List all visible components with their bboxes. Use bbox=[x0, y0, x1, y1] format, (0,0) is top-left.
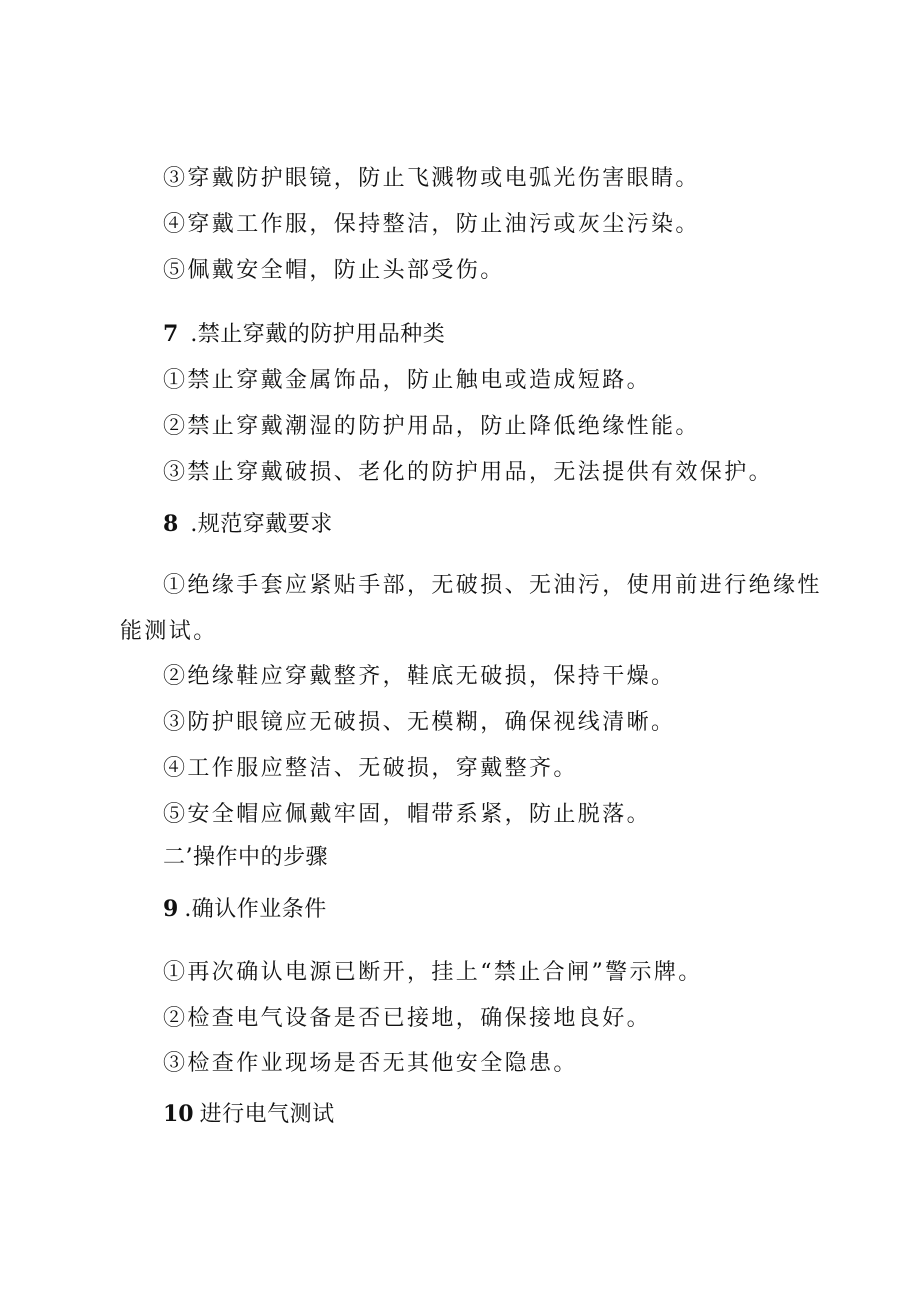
list-item: ②绝缘鞋应穿戴整齐，鞋底无破损，保持干燥。 bbox=[163, 664, 676, 689]
section-heading-10 bbox=[163, 1099, 335, 1130]
list-item: ①再次确认电源已断开，挂上“禁止合闸”警示牌。 bbox=[163, 960, 703, 985]
list-item: ④工作服应整洁、无破损，穿戴整齐。 bbox=[163, 756, 578, 781]
section-number: 8 bbox=[163, 511, 179, 537]
section-title: .规范穿戴要求 bbox=[190, 512, 333, 537]
section-title: .禁止穿戴的防护用品种类 bbox=[190, 322, 446, 347]
list-item: ⑤佩戴安全帽，防止头部受伤。 bbox=[163, 258, 505, 283]
part-heading: 二’操作中的步骤 bbox=[163, 845, 328, 870]
list-item: ③防护眼镜应无破损、无模糊，确保视线清晰。 bbox=[163, 710, 676, 735]
section-heading-9 bbox=[163, 894, 327, 925]
section-heading-7 bbox=[163, 319, 445, 350]
section-number: 9 bbox=[163, 896, 179, 922]
section-heading-8 bbox=[163, 509, 333, 540]
list-item: ②禁止穿戴潮湿的防护用品，防止降低绝缘性能。 bbox=[163, 414, 700, 439]
list-item: ①绝缘手套应紧贴手部，无破损、无油污，使用前进行绝缘性 bbox=[163, 573, 822, 598]
list-item: ④穿戴工作服，保持整洁，防止油污或灰尘污染。 bbox=[163, 212, 700, 237]
list-item: ⑤安全帽应佩戴牢固，帽带系紧，防止脱落。 bbox=[163, 802, 652, 827]
list-item: ②检查电气设备是否已接地，确保接地良好。 bbox=[163, 1006, 652, 1031]
section-number: 7 bbox=[163, 321, 179, 347]
list-item-continuation: 能测试。 bbox=[120, 619, 218, 644]
section-title: .确认作业条件 bbox=[184, 897, 327, 922]
section-title: 进行电气测试 bbox=[199, 1102, 335, 1127]
list-item: ③禁止穿戴破损、老化的防护用品，无法提供有效保护。 bbox=[163, 460, 774, 485]
list-item: ③检查作业现场是否无其他安全隐患。 bbox=[163, 1051, 578, 1076]
section-number: 10 bbox=[163, 1101, 194, 1127]
list-item: ③穿戴防护眼镜，防止飞溅物或电弧光伤害眼睛。 bbox=[163, 166, 700, 191]
list-item: ①禁止穿戴金属饰品，防止触电或造成短路。 bbox=[163, 368, 652, 393]
